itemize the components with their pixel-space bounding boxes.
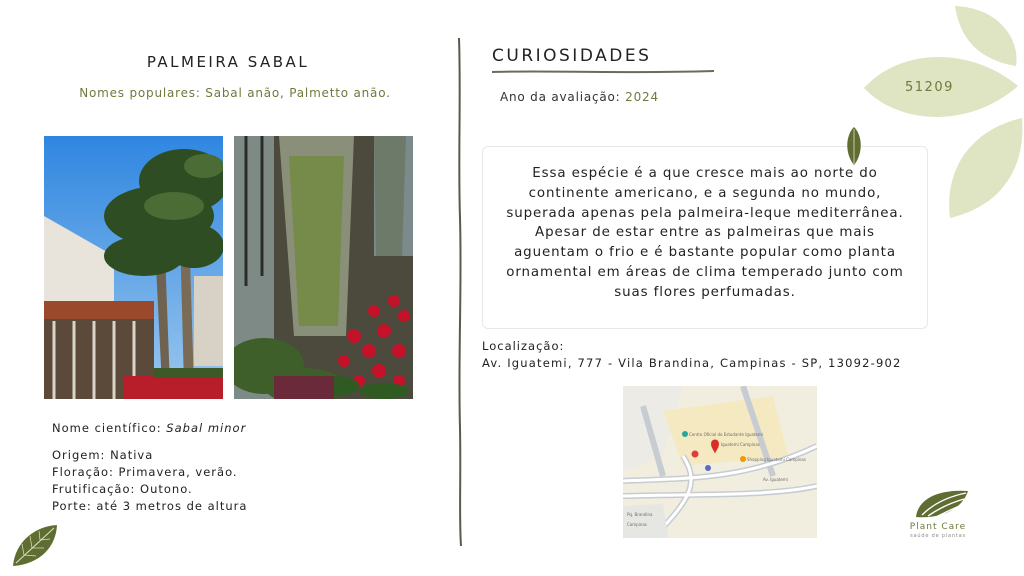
scientific-name-line [52,420,246,437]
detail-flowering: Floração: Primavera, verão. [52,465,238,479]
year-value: 2024 [625,90,659,104]
detail-size: Porte: até 3 metros de altura [52,499,248,513]
brand-name: Plant Care [909,522,967,532]
location-label: Localização: [482,339,565,353]
leaf-icon [10,522,60,568]
heading-underline [492,69,714,75]
map-label-4: Av. Iguatemi [763,477,788,482]
curiosities-heading: CURIOSIDADES [492,46,652,66]
detail-fruiting: Frutificação: Outono. [52,482,193,496]
scientific-label: Nome científico: [52,421,167,435]
location-map[interactable] [623,386,817,538]
brand-tagline: saúde de plantas [910,533,966,539]
year-label: Ano da avaliação: [500,90,626,104]
detail-origin: Origem: Nativa [52,448,154,462]
curiosity-text: Essa espécie é a que cresce mais ao norte do continente americano, e a segunda no mundo, superada apenas pela palmeira-leque mediterrânea. Apesar de estar entre as palmeiras que mais aguentam o frio e é bastante popular como planta ornamental em áreas de clima temperado junto com suas flores perfumadas. [506,166,904,300]
palm-photo-2 [234,136,413,399]
record-code: 51209 [905,80,954,95]
popular-names: Nomes populares: Sabal anão, Palmetto anão. [79,86,391,100]
map-label-5: Pq. Brandina [627,512,653,517]
plant-care-logo-icon [914,487,970,521]
column-divider [455,38,465,546]
map-label-3: Shopping Iguatemi Campinas [747,457,806,462]
plant-title: PALMEIRA SABAL [146,53,310,71]
map-label-2: Iguatemi Campinas [721,442,760,447]
plant-details [52,447,247,515]
location-address: Av. Iguatemi, 777 - Vila Brandina, Campinas - SP, 13092-902 [482,356,902,370]
palm-photo-1 [44,136,223,399]
scientific-name: Sabal minor [166,421,247,435]
map-label-1: Centro Oficial do Estudante Iguatemi [689,432,763,437]
evaluation-year [500,90,659,104]
map-label-6: Campinas [627,522,647,527]
leaf-icon [844,126,864,166]
